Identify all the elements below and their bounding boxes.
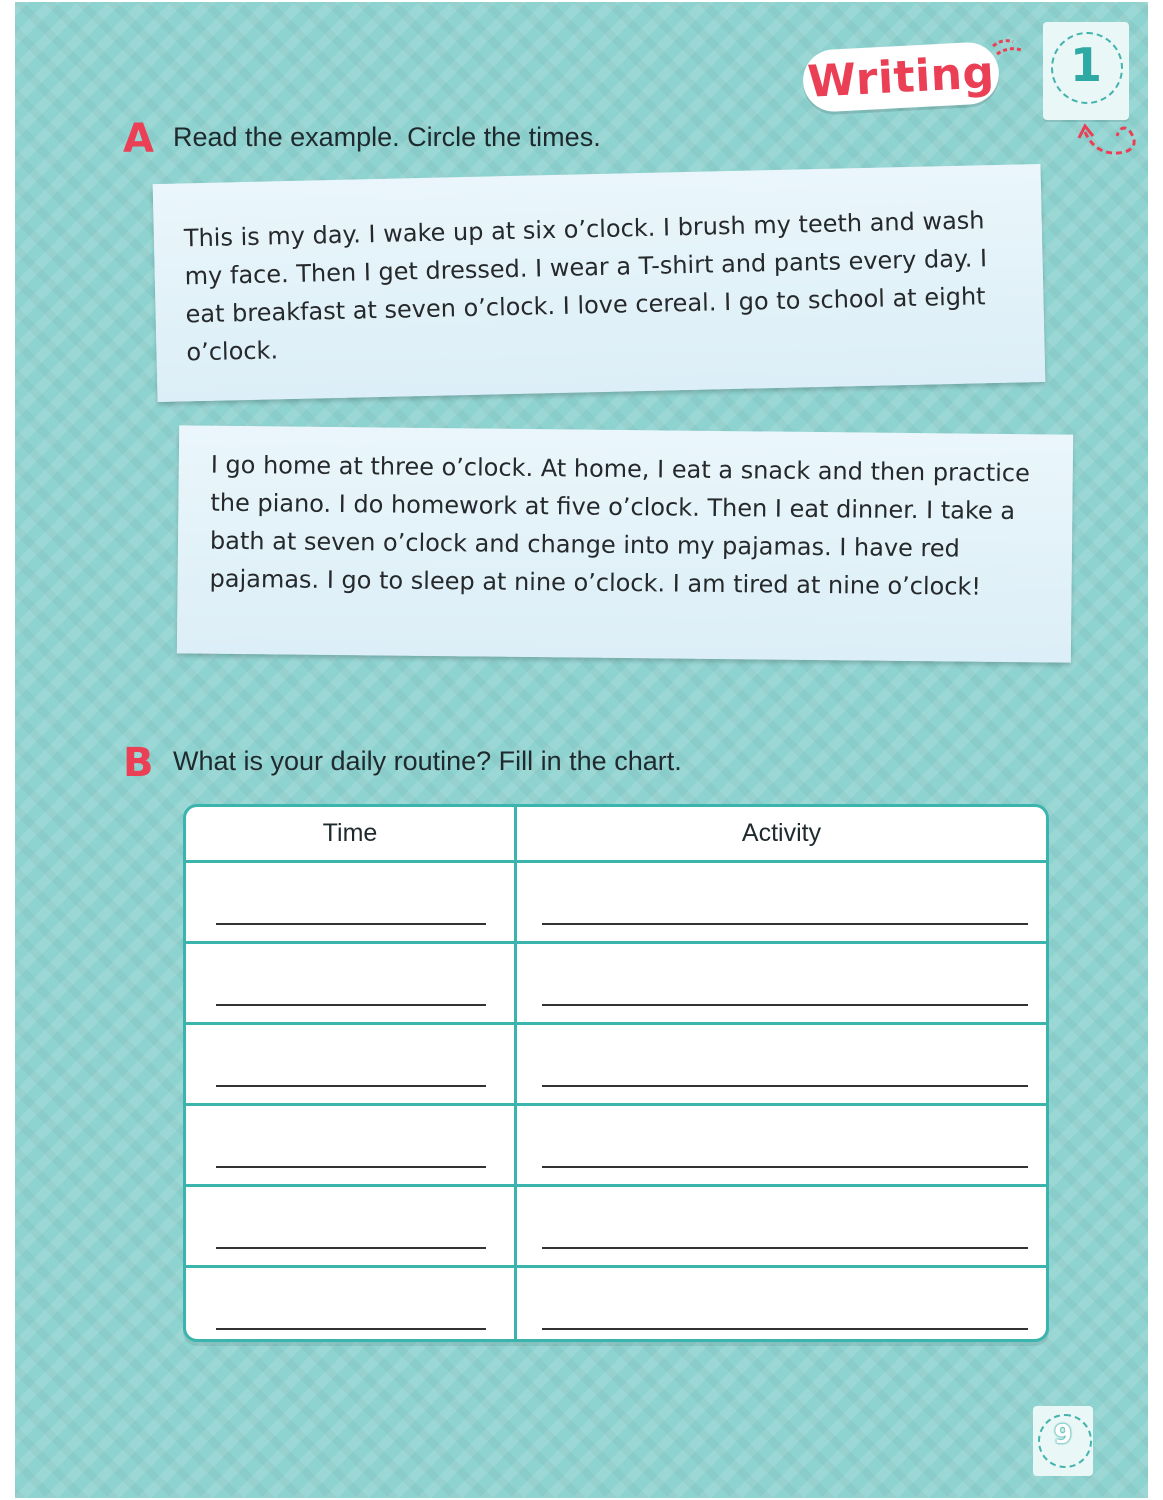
activity-blank[interactable] xyxy=(542,1247,1028,1249)
page-number: 9 xyxy=(1053,1420,1073,1450)
writing-badge-label: Writing xyxy=(806,46,996,108)
chart-row xyxy=(186,1268,1046,1342)
activity-blank[interactable] xyxy=(542,1166,1028,1168)
unit-number: 1 xyxy=(1069,38,1102,92)
chart-row xyxy=(186,1187,1046,1268)
activity-blank[interactable] xyxy=(542,1085,1028,1087)
time-blank[interactable] xyxy=(216,1328,486,1330)
section-a-letter: A xyxy=(123,116,154,162)
activity-blank[interactable] xyxy=(542,923,1028,925)
chart-row xyxy=(186,1106,1046,1187)
workbook-page xyxy=(15,2,1148,1498)
writing-badge xyxy=(802,41,1001,113)
example-note-1 xyxy=(153,164,1046,402)
activity-blank[interactable] xyxy=(542,1004,1028,1006)
column-header-time: Time xyxy=(322,819,378,847)
time-blank[interactable] xyxy=(216,1085,486,1087)
chart-row xyxy=(186,1025,1046,1106)
section-b-letter: B xyxy=(123,740,154,786)
time-blank[interactable] xyxy=(216,923,486,925)
example-note-2 xyxy=(177,425,1073,662)
chart-header-row xyxy=(186,807,1046,863)
sparkle-lines-icon xyxy=(985,28,1025,58)
time-blank[interactable] xyxy=(216,1166,486,1168)
chart-row xyxy=(186,944,1046,1025)
unit-tab xyxy=(1043,22,1129,120)
time-blank[interactable] xyxy=(216,1247,486,1249)
dashed-arrow-icon xyxy=(1077,118,1147,168)
section-b-instruction: What is your daily routine? Fill in the chart. xyxy=(173,746,682,776)
column-header-activity: Activity xyxy=(741,819,822,847)
activity-blank[interactable] xyxy=(542,1328,1028,1330)
time-blank[interactable] xyxy=(216,1004,486,1006)
routine-chart xyxy=(183,804,1049,1342)
chart-row xyxy=(186,863,1046,944)
passage-2: I go home at three o’clock. At home, I eat a snack and then practice the piano. I do homework at five o’clock. Then I eat dinner. I take a bath at seven o’clock and change into my pajamas. I have red pajamas. I go to sleep at nine o’clock. I am tired at nine o’clock! xyxy=(209,450,1031,601)
section-a-instruction: Read the example. Circle the times. xyxy=(173,122,601,152)
passage-1: This is my day. I wake up at six o’clock. I brush my teeth and wash my face. Then I get dressed. I wear a T-shirt and pants every day. I eat breakfast at seven o’clock. I love cereal. I go to school at eight o’clock. xyxy=(183,206,988,367)
